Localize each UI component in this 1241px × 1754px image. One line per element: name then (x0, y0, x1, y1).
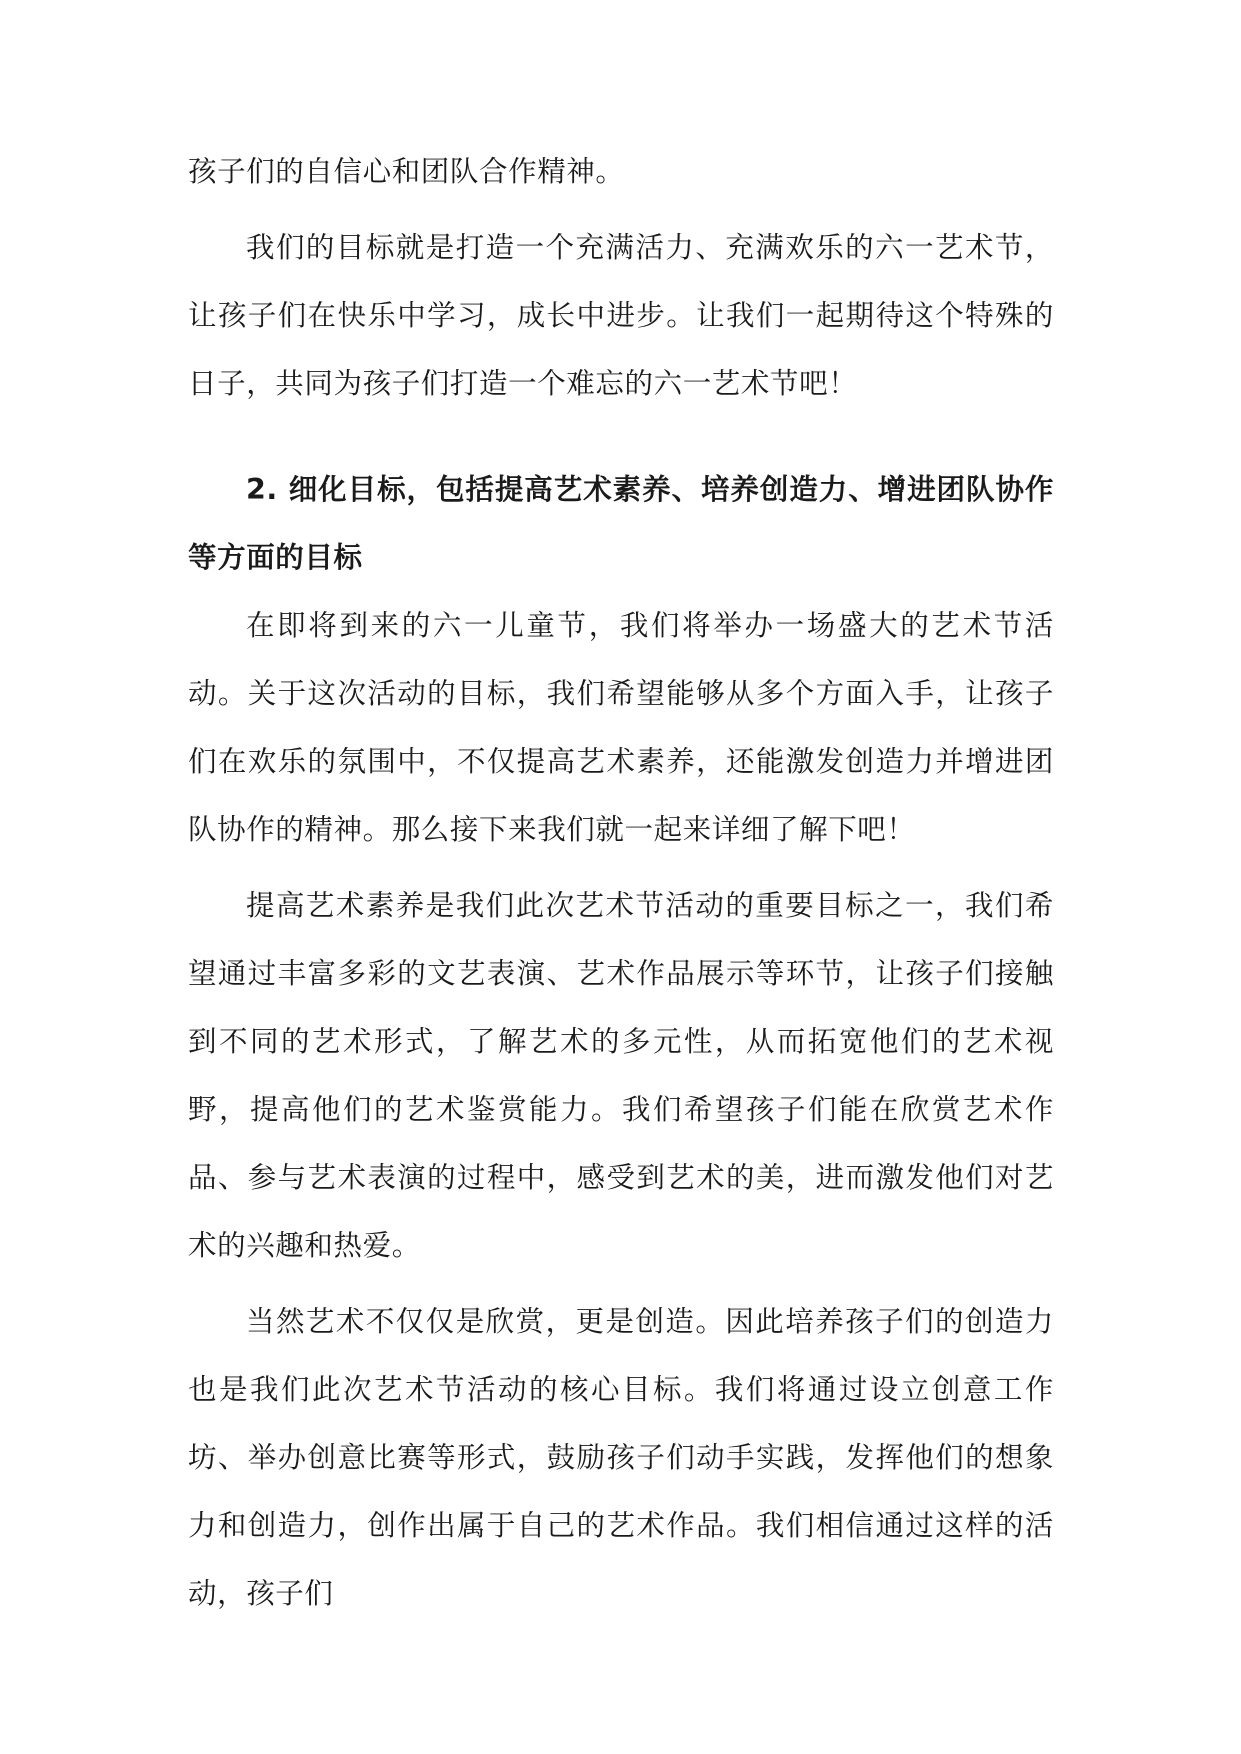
document-body (188, 138, 1054, 1628)
section-heading: 2. 细化目标，包括提高艺术素养、培养创造力、增进团队协作等方面的目标 (188, 473, 1054, 574)
section-spacer (188, 418, 1054, 456)
paragraph-creativity: 当然艺术不仅仅是欣赏，更是创造。因此培养孩子们的创造力也是我们此次艺术节活动的核心目标。我们将通过设立创意工作坊、举办创意比赛等形式，鼓励孩子们动手实践，发挥他们的想象力和创造力，创作出属于自己的艺术作品。我们相信通过这样的活动，孩子们 (188, 1305, 1054, 1610)
paragraph-art-literacy: 提高艺术素养是我们此次艺术节活动的重要目标之一，我们希望通过丰富多彩的文艺表演、艺术作品展示等环节，让孩子们接触到不同的艺术形式，了解艺术的多元性，从而拓宽他们的艺术视野，提高他们的艺术鉴赏能力。我们希望孩子们能在欣赏艺术作品、参与艺术表演的过程中，感受到艺术的美，进而激发他们对艺术的兴趣和热爱。 (188, 889, 1054, 1262)
paragraph-spacer (188, 206, 1054, 214)
paragraph-goal-summary: 我们的目标就是打造一个充满活力、充满欢乐的六一艺术节，让孩子们在快乐中学习，成长中进步。让我们一起期待这个特殊的日子，共同为孩子们打造一个难忘的六一艺术节吧！ (188, 231, 1054, 400)
paragraph-continuation: 孩子们的自信心和团队合作精神。 (188, 155, 625, 188)
paragraph-spacer (188, 1280, 1054, 1288)
paragraph-spacer (188, 864, 1054, 872)
paragraph-intro: 在即将到来的六一儿童节，我们将举办一场盛大的艺术节活动。关于这次活动的目标，我们希望能够从多个方面入手，让孩子们在欢乐的氛围中，不仅提高艺术素养，还能激发创造力并增进团队协作的精神。那么接下来我们就一起来详细了解下吧！ (188, 609, 1054, 846)
